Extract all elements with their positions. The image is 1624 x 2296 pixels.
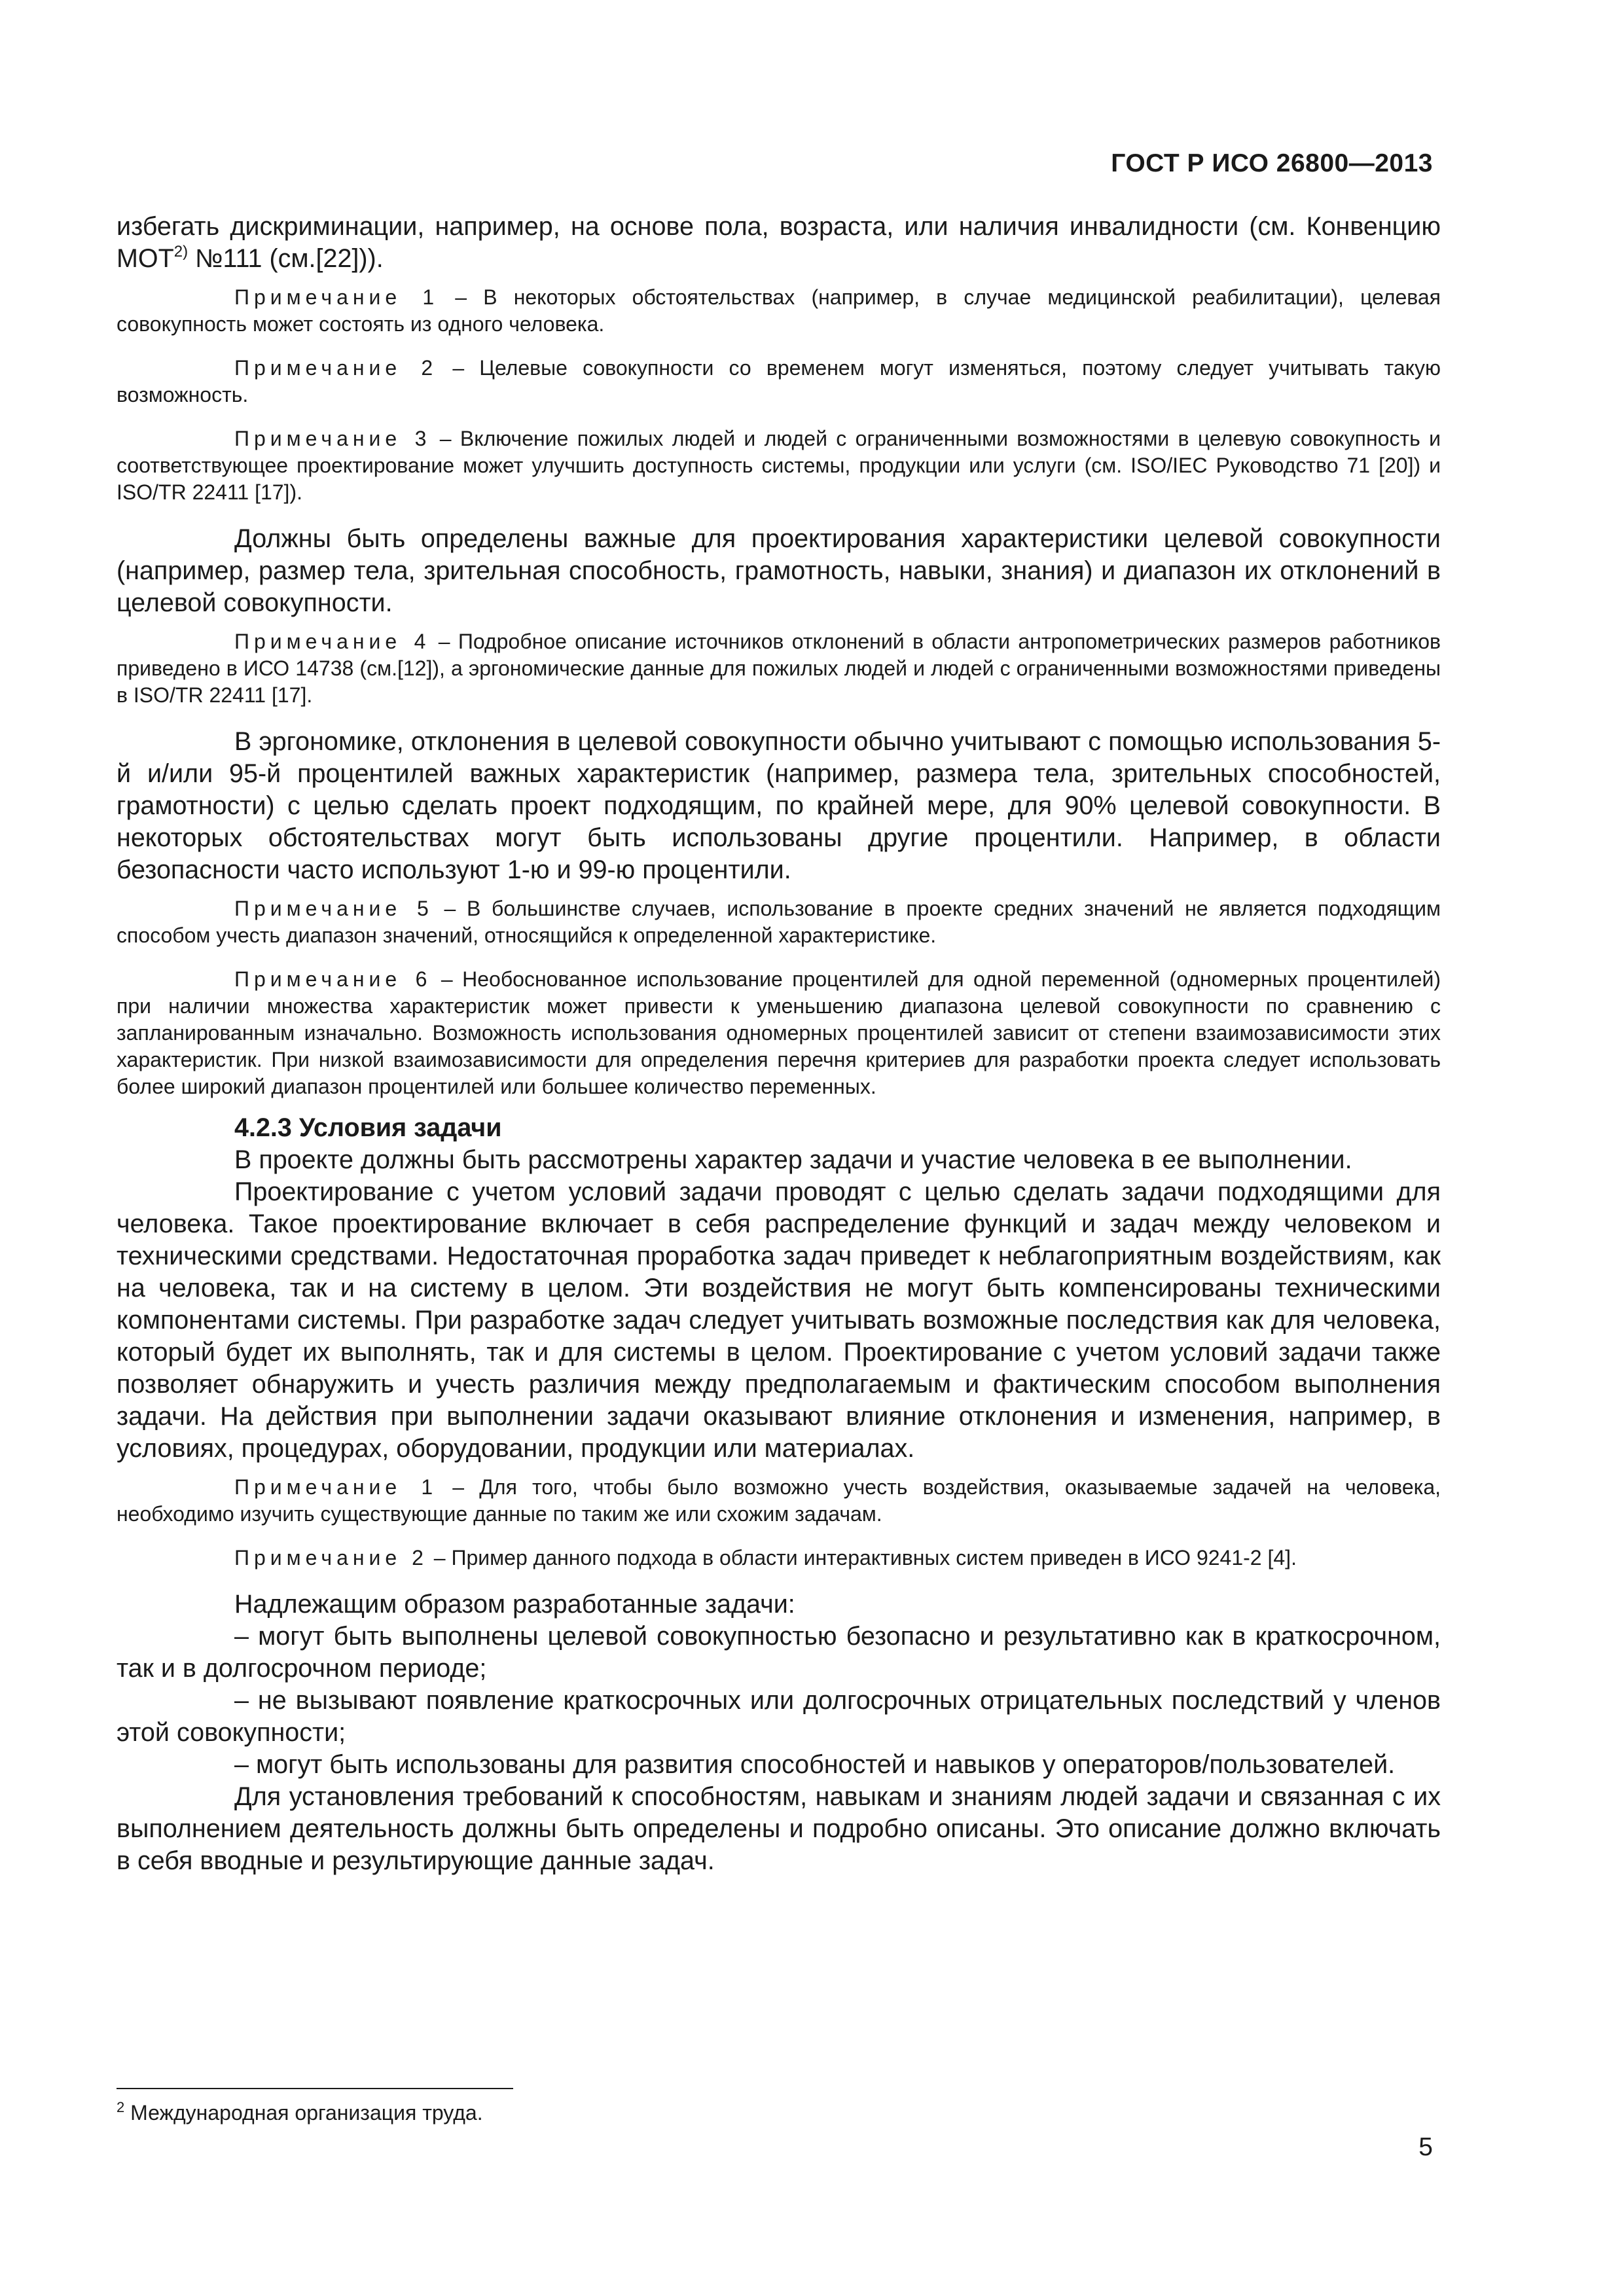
note-6: Примечание 6 – Необоснованное использование процентилей для одной переменной (одномерных процентилей) при наличии множества характеристик может привести к уменьшению диапазона целевой совокупности по сравнению с запланированным изначально. Возможность использования одномерных процентилей зависит от степени взаимозависимости этих характеристик. При низкой взаимозависимости для определения перечня критериев для разработки проекта следует использовать более широкий диапазон процентилей или большее количество переменных. (117, 967, 1441, 1098)
footnote-ref: 2) (173, 243, 189, 260)
footnote-divider (117, 2088, 513, 2089)
note-3: Примечание 3 – Включение пожилых людей и людей с ограниченными возможностями в целевую совокупность и соответствующее проектирование может улучшить доступность системы, продукции или услуги (см. ISO/IEC Руководство 71 [20]) и ISO/TR 22411 [17]). (117, 427, 1441, 504)
note-2: Примечание 2 – Целевые совокупности со временем могут изменяться, поэтому следует учитывать такую возможность. (117, 356, 1441, 406)
note-7: Примечание 1 – Для того, чтобы было возможно учесть воздействия, оказываемые задачей на человека, необходимо изучить существующие данные по таким же или схожим задачам. (117, 1475, 1441, 1526)
section-heading: 4.2.3 Условия задачи (234, 1113, 502, 1142)
note-label: Примечание 2 (234, 1546, 428, 1570)
paragraph-requirements: Для установления требований к способностям, навыкам и знаниям людей задачи и связанная с их выполнением деятельность должны быть определены и подробно описаны. Это описание должно включать в себя вводные и результирующие данные задач. (117, 1782, 1441, 1875)
paragraph-intro: избегать дискриминации, например, на основе пола, возраста, или наличия инвалидности (см. Конвенцию МОТ$^{2)}$ №111 (см.[22])). (117, 212, 1441, 273)
paragraph-characteristics: Должны быть определены важные для проектирования характеристики целевой совокупности (например, размер тела, зрительная способность, грамотность, навыки, знания) и диапазон их отклонений в целевой совокупности. (117, 524, 1441, 617)
note-label: Примечание 6 (234, 967, 432, 991)
paragraph-proper-tasks: Надлежащим образом разработанные задачи: (234, 1590, 795, 1619)
note-label: Примечание 4 (234, 630, 431, 653)
list-item: – не вызывают появление краткосрочных или долгосрочных отрицательных последствий у членов этой совокупности; (117, 1686, 1441, 1747)
footnote-text: Международная организация труда. (124, 2101, 483, 2125)
footnote (117, 2100, 483, 2126)
note-label: Примечание 3 (234, 427, 431, 450)
page-number: 5 (1418, 2133, 1433, 2161)
note-label: Примечание 2 (234, 356, 438, 380)
note-5: Примечание 5 – В большинстве случаев, использование в проекте средних значений не является подходящим способом учесть диапазон значений, относящийся к определенной характеристике. (117, 897, 1441, 947)
paragraph-task-design: Проектирование с учетом условий задачи проводят с целью сделать задачи подходящими для человека. Такое проектирование включает в себя распределение функций и задач между человеком и техническими средствами. Недостаточная проработка задач приведет к неблагоприятным воздействиям, как на человека, так и на систему в целом. Эти воздействия не могут быть компенсированы техническими компонентами системы. При разработке задач следует учитывать возможные последствия как для человека, который будет их выполнять, так и для системы в целом. Проектирование с учетом условий задачи также позволяет обнаружить и учесть различия между предполагаемым и фактическим способом выполнения задачи. На действия при выполнении задачи оказывают влияние отклонения и изменения, например, в условиях, процедурах, оборудовании, продукции или материалах. (117, 1177, 1441, 1463)
footnote-marker: 2 (117, 2099, 125, 2115)
note-label: Примечание 5 (234, 897, 433, 920)
standard-header: ГОСТ Р ИСО 26800—2013 (1111, 149, 1433, 177)
list-item: – могут быть использованы для развития способностей и навыков у операторов/пользователей. (234, 1750, 1396, 1779)
note-8: Примечание 2 – Пример данного подхода в области интерактивных систем приведен в ИСО 9241-2 [4]. (234, 1546, 1297, 1570)
paragraph-ergonomics: В эргономике, отклонения в целевой совокупности обычно учитывают с помощью использования 5-й и/или 95-й процентилей важных характеристик (например, размера тела, зрительных способностей, грамотности) с целью сделать проект подходящим, по крайней мере, для 90% целевой совокупности. В некоторых обстоятельствах могут быть использованы другие процентили. Например, в области безопасности часто используют 1-ю и 99-ю процентили. (117, 727, 1441, 884)
note-1: Примечание 1 – В некоторых обстоятельствах (например, в случае медицинской реабилитации), целевая совокупность может состоять из одного человека. (117, 285, 1441, 336)
note-4: Примечание 4 – Подробное описание источников отклонений в области антропометрических размеров работников приведено в ИСО 14738 (см.[12]), а эргономические данные для пожилых людей и людей с ограниченными возможностями приведены в ISO/TR 22411 [17]. (117, 630, 1441, 707)
paragraph-task-character: В проекте должны быть рассмотрены характер задачи и участие человека в ее выполнении. (234, 1145, 1352, 1174)
note-label: Примечание 1 (234, 285, 439, 309)
list-item: – могут быть выполнены целевой совокупностью безопасно и результативно как в краткосрочном, так и в долгосрочном периоде; (117, 1622, 1441, 1683)
note-label: Примечание 1 (234, 1475, 438, 1499)
main-content (117, 211, 1441, 1886)
